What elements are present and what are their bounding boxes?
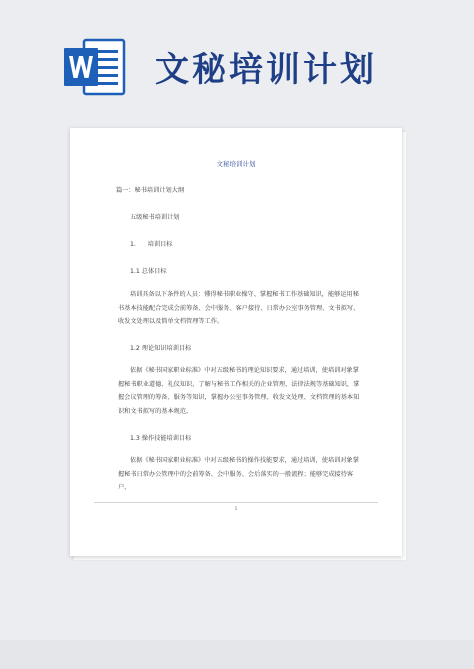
document-page bbox=[70, 128, 402, 556]
banner-title: 文秘培训计划 bbox=[155, 50, 377, 90]
word-document-icon bbox=[62, 36, 126, 98]
overall-paragraph: 培训具备以下条件的人员：懂得秘书职业操守、掌握秘书工作基础知识，能够运用秘书基本技能配合完成会前筹备、会中服务、客户接待、日常办公室事务管理、文书拟写、收发文处理以及简单文档管理等工作。 bbox=[118, 291, 360, 325]
document-title: 文秘培训计划 bbox=[216, 160, 256, 168]
part-heading: 篇一：秘书培训计划大纲 bbox=[116, 187, 185, 194]
level-heading: 五级秘书培训计划 bbox=[130, 214, 180, 221]
subsection-overall-heading: 1.1 总体目标 bbox=[130, 268, 167, 275]
page-footer-rule bbox=[94, 502, 378, 503]
banner bbox=[0, 0, 474, 120]
subsection-theory-heading: 1.2 理论知识培训目标 bbox=[130, 345, 192, 352]
subsection-skill-heading: 1.3 操作技能培训目标 bbox=[130, 435, 192, 442]
bottom-bar bbox=[0, 640, 474, 669]
page-number: 1 bbox=[234, 506, 238, 511]
section-goal-heading: 1. 培训目标 bbox=[130, 241, 173, 248]
skill-paragraph: 依据《秘书国家职业标准》中对五级秘书的操作技能要求，通过培训，使培训对象掌握秘书日常办公管理中的会前筹备、会中服务、会后落实的一般流程；能够完成接待客户、 bbox=[118, 457, 359, 491]
theory-paragraph: 依据《秘书国家职业标准》中对五级秘书的理论知识要求，通过培训，使培训对象掌握秘书职业道德、礼仪知识，了解与秘书工作相关的企业管理、法律法规等基础知识，掌握会议管理的筹备、服务等知识，掌握办公室事务管理、收发文处理、文档管理的基本知识和文书拟写的基本规范。 bbox=[118, 367, 360, 415]
